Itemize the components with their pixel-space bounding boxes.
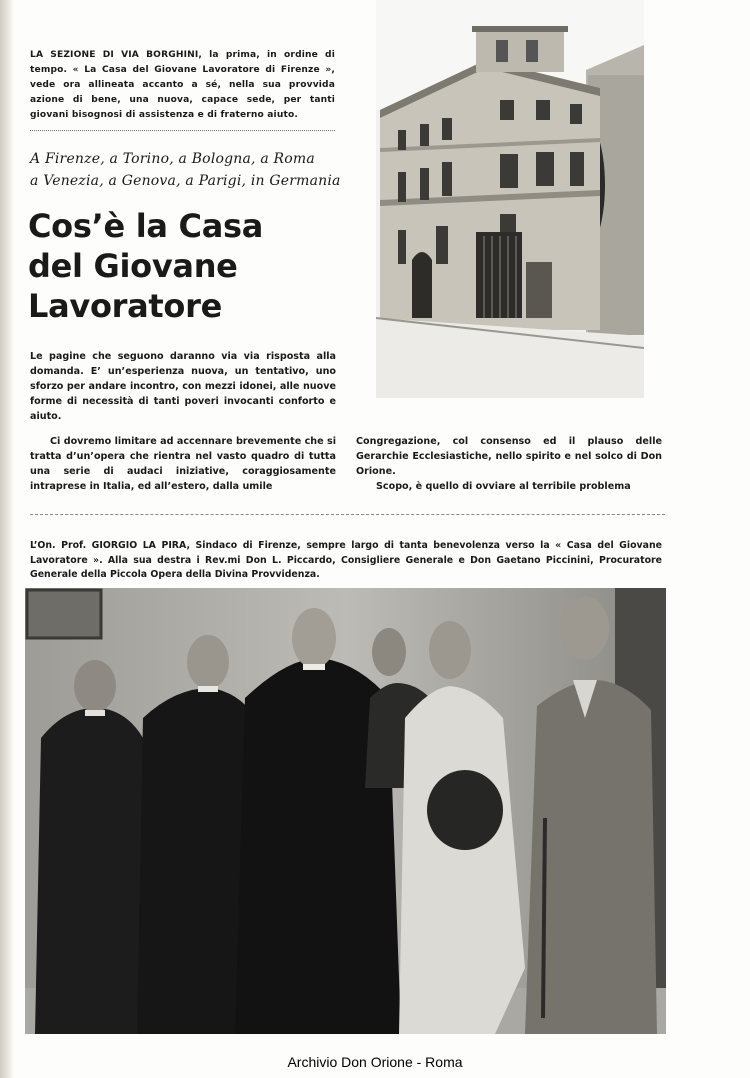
group-photo-caption bbox=[30, 530, 662, 592]
page-binding-edge bbox=[0, 0, 14, 1078]
body-column-left bbox=[30, 434, 336, 494]
caption-text: la prima, in ordine di tempo. « La Casa del Giovane Lavoratore di Firenze », vede ora allineata accanto a sé, nella sua provvida azione di bene, una nuova, capace sede, per tanti giovani bisognosi di assistenza e di fraterno aiuto. bbox=[30, 50, 335, 120]
group-photo bbox=[25, 588, 666, 1034]
headline-line-2: del Giovane bbox=[28, 247, 238, 285]
caption-lead: LA SEZIONE DI VIA BORGHINI, bbox=[30, 50, 203, 60]
building-photo bbox=[376, 0, 644, 398]
intro-paragraph bbox=[30, 349, 336, 424]
body-column-right bbox=[356, 434, 662, 494]
body-left-text: Ci dovremo limitare ad accennare brevemente che si tratta d’un’opera che rientra nel vasto quadro di tutta una serie di audaci iniziative, coraggiosamente intraprese in Italia, ed all’estero, dalla umile bbox=[30, 436, 336, 492]
body-right-text-2: Scopo, è quello di ovviare al terribile problema bbox=[376, 481, 631, 492]
top-photo-caption bbox=[30, 48, 335, 123]
intro-text: Le pagine che seguono daranno via via risposta alla domanda. E’ un’esperienza nuova, un tentativo, uno sforzo per andare incontro, con mezzi idonei, alle nuove forme di necessità di tanti poveri invocanti conforto e aiuto. bbox=[30, 351, 336, 422]
body-right-text-1: Congregazione, col consenso ed il plauso delle Gerarchie Ecclesiastiche, nello spirito e nel solco di Don Orione. bbox=[356, 436, 662, 477]
headline-line-1: Cos’è la Casa bbox=[28, 207, 264, 245]
article-headline bbox=[28, 206, 358, 326]
headline-line-3: Lavoratore bbox=[28, 287, 222, 325]
group-photo-caption-text: L’On. Prof. GIORGIO LA PIRA, Sindaco di Firenze, sempre largo di tanta benevolenza verso la « Casa del Giovane Lavoratore ». Alla sua destra i Rev.mi Don L. Piccardo, Consigliere Generale e Don Gaetano Piccinini, Procuratore Generale della Piccola Opera della Divina Provvidenza. bbox=[30, 540, 662, 581]
dashed-divider bbox=[30, 514, 665, 515]
subtitle-line-2: a Venezia, a Genova, a Parigi, in Germania bbox=[30, 173, 341, 189]
dotted-divider bbox=[30, 130, 335, 131]
subtitle bbox=[30, 148, 350, 192]
archive-footer: Archivio Don Orione - Roma bbox=[287, 1054, 463, 1070]
subtitle-line-1: A Firenze, a Torino, a Bologna, a Roma bbox=[30, 151, 315, 167]
